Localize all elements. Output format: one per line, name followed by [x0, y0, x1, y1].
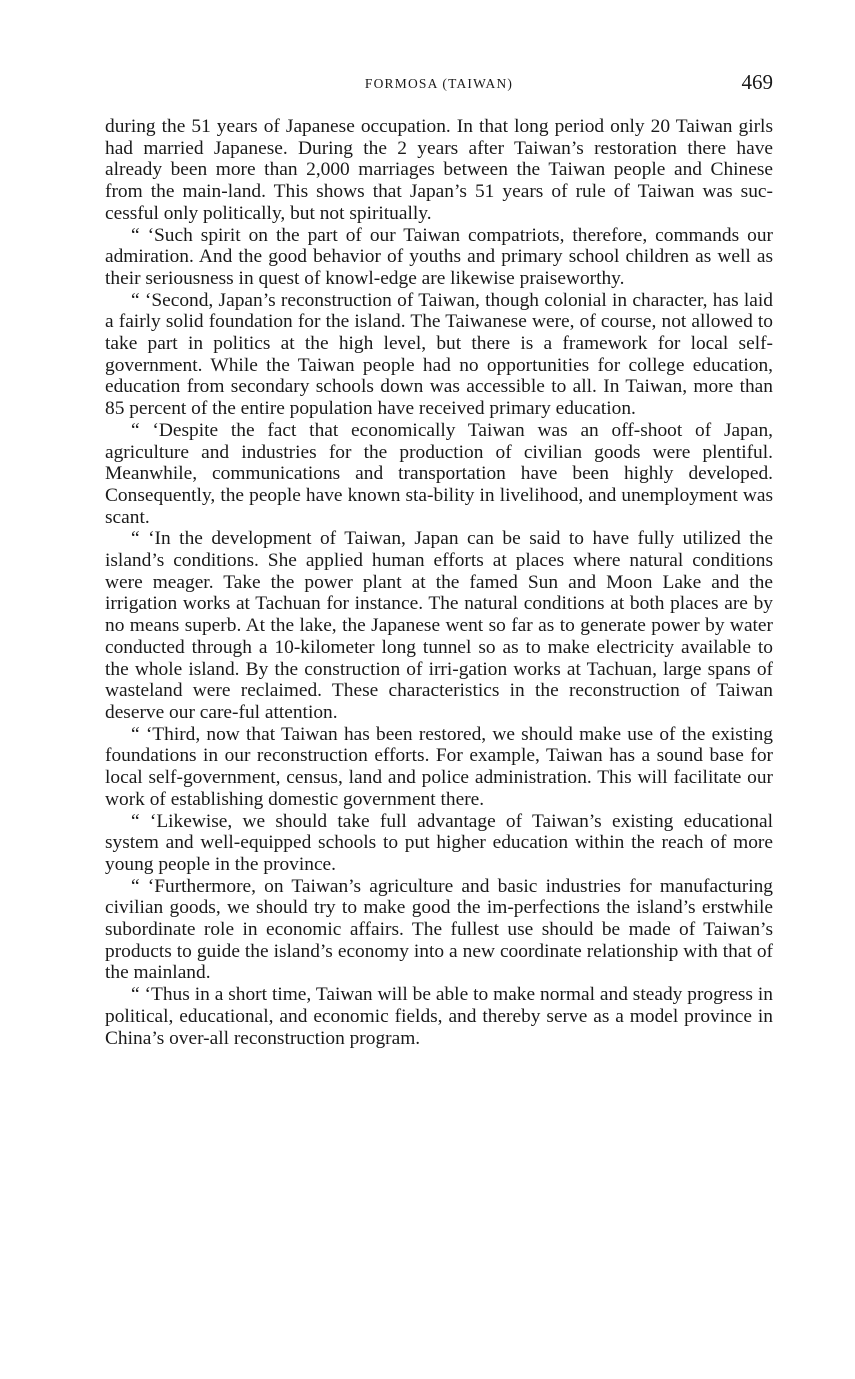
running-title: FORMOSA (TAIWAN) [364, 76, 514, 91]
paragraph-quote-third: “ ‘Third, now that Taiwan has been restored, we should make use of the existing foundations in our reconstruction efforts. For example, Taiwan has a sound base for local self-government, census, land and police administration. This will facilitate our work of establishing domestic government there. [105, 723, 773, 810]
paragraph-quote-development: “ ‘In the development of Taiwan, Japan can be said to have fully utilized the island’s conditions. She applied human efforts at places where natural conditions were meager. Take the power plant at the famed Sun and Moon Lake and the irrigation works at Tachuan for instance. The natural conditions at both places are by no means superb. At the lake, the Japanese went so far as to generate power by water conducted through a 10-kilometer long tunnel so as to make electricity available to the whole island. By the construction of irri-gation works at Tachuan, large spans of wasteland were reclaimed. These characteristics in the reconstruction of Taiwan deserve our care-ful attention. [105, 528, 773, 723]
paragraph-quote-conclusion: “ ‘Thus in a short time, Taiwan will be able to make normal and steady progress in political, educational, and economic fields, and thereby serve as a model province in China’s over-all reconstruction program. [105, 984, 773, 1049]
paragraph-quote-second: “ ‘Second, Japan’s reconstruction of Taiwan, though colonial in character, has laid a fairly solid foundation for the island. The Taiwanese were, of course, not allowed to take part in politics at the high level, but there is a framework for local self-government. While the Taiwan people had no opportunities for college education, education from secondary schools down was accessible to all. In Taiwan, more than 85 percent of the entire population have received primary education. [105, 289, 773, 420]
paragraph-quote-spirit: “ ‘Such spirit on the part of our Taiwan compatriots, therefore, commands our admiration. And the good behavior of youths and primary school children as well as their seriousness in quest of knowl-edge are likewise praiseworthy. [105, 224, 773, 289]
book-page [105, 68, 773, 1049]
paragraph-continuation: during the 51 years of Japanese occupation. In that long period only 20 Taiwan girls had married Japanese. During the 2 years after Taiwan’s restoration there have already been more than 2,000 marriages between the Taiwan people and Chinese from the main-land. This shows that Japan’s 51 years of rule of Taiwan was suc-cessful only politically, but not spiritually. [105, 116, 773, 224]
paragraph-quote-economy: “ ‘Despite the fact that economically Taiwan was an off-shoot of Japan, agriculture and industries for the production of civilian goods were plentiful. Meanwhile, communications and transportation have been highly developed. Consequently, the people have known sta-bility in livelihood, and unemployment was scant. [105, 419, 773, 528]
page-number: 469 [741, 70, 773, 94]
body-text [105, 116, 773, 1049]
paragraph-quote-industries: “ ‘Furthermore, on Taiwan’s agriculture and basic industries for manufacturing civilian goods, we should try to make good the im-perfections the island’s erstwhile subordinate role in economic affairs. The fullest use should be made of Taiwan’s products to guide the island’s economy into a new coordinate relationship with that of the mainland. [105, 875, 773, 984]
running-head [105, 68, 773, 102]
paragraph-quote-education: “ ‘Likewise, we should take full advantage of Taiwan’s existing educational system and well-equipped schools to put higher education within the reach of more young people in the province. [105, 810, 773, 875]
